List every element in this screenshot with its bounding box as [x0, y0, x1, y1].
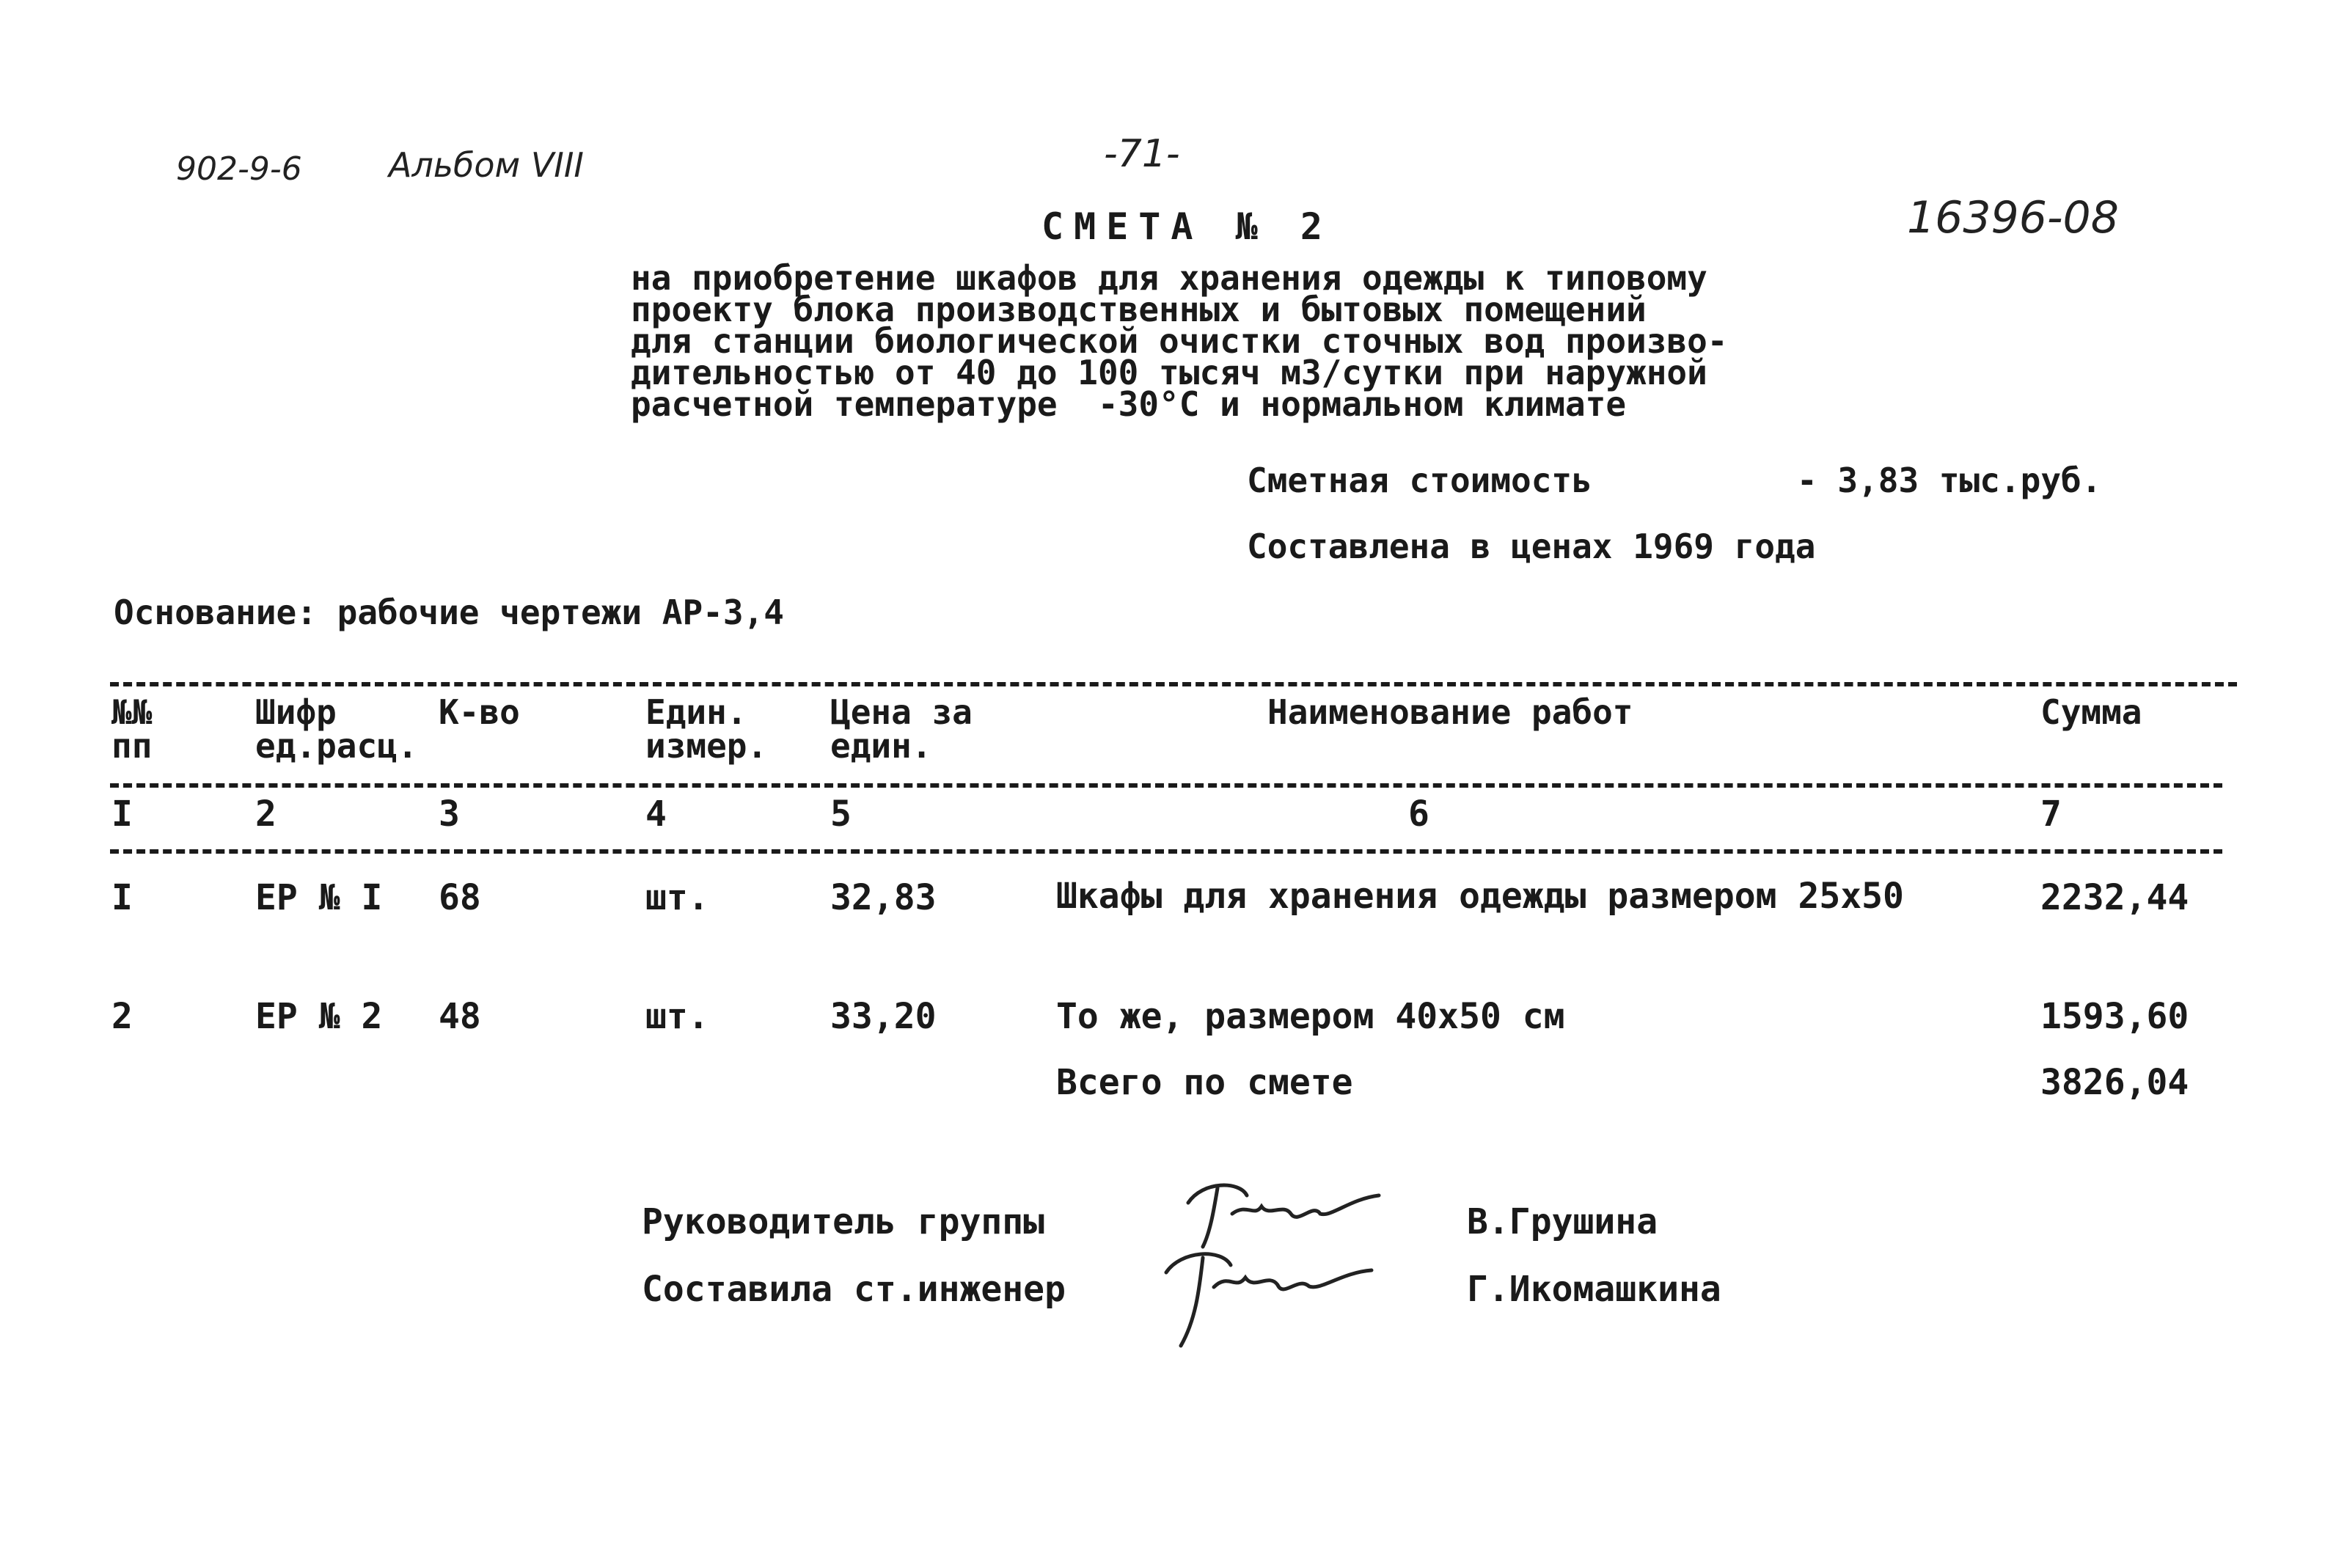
col-header-sum: Сумма — [2040, 692, 2142, 732]
col-header-price: Цена за един. — [830, 692, 973, 766]
cost-label: Сметная стоимость — [1247, 461, 1592, 500]
row-price: 33,20 — [830, 996, 937, 1037]
col-number: 5 — [830, 794, 852, 835]
basis-line: Основание: рабочие чертежи АР-3,4 — [114, 593, 784, 632]
prices-year: Составлена в ценах 1969 года — [1247, 527, 1816, 566]
page-number: -71- — [1104, 132, 1180, 176]
signature-scribble — [1151, 1239, 1386, 1349]
row-qty: 68 — [439, 877, 481, 918]
col-header-name: Наименование работ — [1267, 692, 1633, 732]
row-code: ЕР № 2 — [255, 996, 383, 1037]
intro-line: дительностью от 40 до 100 тысяч м3/сутки при наружной — [631, 353, 1707, 392]
row-qty: 48 — [439, 996, 481, 1037]
document-number: 16396-08 — [1907, 192, 2119, 243]
project-code: 902-9-6 — [176, 150, 302, 188]
table-colnum-rule — [110, 849, 2222, 854]
total-value: 3826,04 — [2040, 1062, 2189, 1103]
signature-name: Г.Икомашкина — [1467, 1269, 1721, 1310]
intro-line: проекту блока производственных и бытовых помещений — [631, 290, 1647, 329]
row-no: 2 — [111, 996, 133, 1037]
signature-name: В.Грушина — [1467, 1201, 1658, 1242]
intro-paragraph — [631, 258, 1728, 424]
signature-role: Составила ст.инженер — [642, 1269, 1066, 1310]
cost-value: - 3,83 тыс.руб. — [1797, 461, 2102, 500]
col-header-qty: К-во — [439, 692, 520, 732]
row-no: I — [111, 877, 133, 918]
row-name: Шкафы для хранения одежды размером 25х50 — [1056, 876, 1904, 917]
col-number: 4 — [645, 794, 667, 835]
row-sum: 1593,60 — [2040, 996, 2189, 1037]
album-label: Альбом VIII — [389, 145, 584, 185]
row-code: ЕР № I — [255, 877, 383, 918]
table-header-rule — [110, 783, 2222, 788]
intro-line: для станции биологической очистки сточных вод произво- — [631, 321, 1728, 361]
col-header-code: Шифр ед.расц. — [255, 692, 418, 766]
col-number: 2 — [255, 794, 277, 835]
row-unit: шт. — [645, 877, 709, 918]
col-header-unit: Един. измер. — [645, 692, 768, 766]
row-sum: 2232,44 — [2040, 877, 2189, 918]
document-title: СМЕТА № 2 — [1041, 205, 1333, 248]
intro-line: на приобретение шкафов для хранения одежды к типовому — [631, 258, 1707, 298]
table-top-rule — [110, 682, 2237, 686]
col-number: 3 — [439, 794, 460, 835]
col-number: 6 — [1408, 794, 1429, 835]
col-header-no: №№ пп — [111, 692, 153, 766]
col-number: 7 — [2040, 794, 2062, 835]
signature-role: Руководитель группы — [642, 1201, 1045, 1242]
row-price: 32,83 — [830, 877, 937, 918]
total-label: Всего по смете — [1056, 1062, 1353, 1103]
intro-line: расчетной температуре -30°C и нормальном климате — [631, 384, 1627, 424]
row-name: То же, размером 40х50 см — [1056, 996, 1565, 1037]
col-number: I — [111, 794, 133, 835]
row-unit: шт. — [645, 996, 709, 1037]
